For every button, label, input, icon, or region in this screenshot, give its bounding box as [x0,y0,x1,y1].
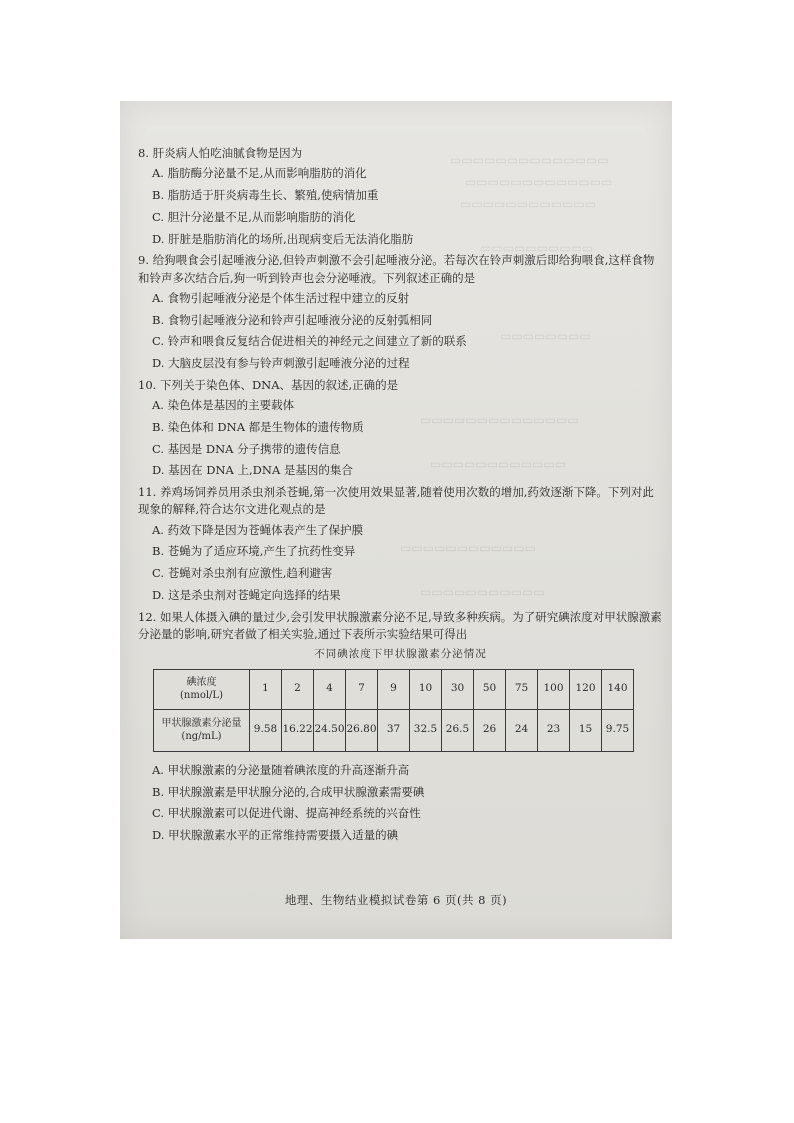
option-a: A. 食物引起唾液分泌是个体生活过程中建立的反射 [152,290,410,305]
iodine-cell: 4 [314,669,346,709]
show-through-mark: ▭▭▭▭▭▭▭▭▭▭▭▭▭ [465,175,613,189]
hormone-cell: 9.58 [250,709,282,751]
hormone-cell: 24.50 [314,709,346,751]
show-through-mark: ▭▭▭▭▭▭▭▭▭▭▭▭ [400,541,537,555]
show-through-mark: ▭▭▭▭▭▭▭▭▭▭ [480,241,594,255]
show-through-mark: ▭▭▭▭▭▭▭▭ [500,329,591,343]
option-d: D. 这是杀虫剂对苍蝇定向选择的结果 [152,587,341,602]
option-b: B. 苍蝇为了适应环境,产生了抗药性变异 [152,544,356,559]
iodine-cell: 10 [410,669,442,709]
iodine-cell: 75 [506,669,538,709]
option-d: D. 甲状腺激素水平的正常维持需要摄入适量的碘 [152,828,399,842]
hormone-cell: 23 [538,709,570,751]
option-d: D. 大脑皮层没有参与铃声刺激引起唾液分泌的过程 [152,356,410,370]
hormone-cell: 32.5 [410,709,442,751]
hormone-cell: 24 [506,709,538,751]
option-b: B. 染色体和 DNA 都是生物体的遗传物质 [152,419,364,434]
show-through-mark: ▭▭▭▭▭▭▭▭▭▭▭▭ [460,197,597,211]
question-11 [138,484,663,604]
question-stem: 9. 给狗喂食会引起唾液分泌,但铃声刺激不会引起唾液分泌。若每次在铃声刺激后即给狗喂食,这样食物和铃声多次结合后,狗一听到铃声也会分泌唾液。下列叙述正确的是 [138,253,655,285]
iodine-cell: 30 [442,669,474,709]
option-c: C. 胆汁分泌量不足,从而影响脂肪的消化 [152,209,356,224]
hormone-cell: 26.5 [442,709,474,751]
option-b: B. 脂肪适于肝炎病毒生长、繁殖,使病情加重 [152,188,379,202]
option-d: D. 基因在 DNA 上,DNA 是基因的集合 [152,463,353,478]
table-row-iodine [154,669,634,709]
hormone-cell: 15 [570,709,602,751]
question-8 [138,145,663,248]
option-b: B. 甲状腺激素是甲状腺分泌的,合成甲状腺激素需要碘 [152,784,425,799]
option-a: A. 染色体是基因的主要载体 [152,398,295,412]
iodine-hormone-table [153,669,634,752]
row-header-unit: (nmol/L) [180,690,223,702]
iodine-cell: 100 [538,669,570,709]
iodine-cell: 120 [570,669,602,709]
iodine-cell: 9 [378,669,410,709]
option-c: C. 基因是 DNA 分子携带的遗传信息 [152,441,341,456]
iodine-cell: 50 [474,669,506,709]
show-through-mark: ▭▭▭▭▭▭▭▭▭▭▭ [420,585,545,599]
question-stem: 10. 下列关于染色体、DNA、基因的叙述,正确的是 [138,377,399,392]
hormone-cell: 16.22 [282,709,314,751]
option-a: A. 药效下降是因为苍蝇体表产生了保护膜 [152,522,364,537]
row-header-label: 甲状腺激素分泌量 [161,717,242,729]
question-stem: 12. 如果人体摄入碘的量过少,会引发甲状腺激素分泌不足,导致多种疾病。为了研究碘浓度对甲状腺激素分泌量的影响,研究者做了相关实验,通过下表所示实验结果可得出 [138,609,662,641]
show-through-mark: ▭▭▭▭▭▭▭▭▭▭▭▭▭▭ [450,153,609,167]
question-stem: 8. 肝炎病人怕吃油腻食物是因为 [138,146,303,160]
hormone-cell: 9.75 [602,709,634,751]
hormone-cell: 26 [474,709,506,751]
iodine-cell: 2 [282,669,314,709]
scanned-exam-page [120,101,672,939]
question-9 [138,252,663,372]
iodine-cell: 140 [602,669,634,709]
option-d: D. 肝脏是脂肪消化的场所,出现病变后无法消化脂肪 [152,231,414,246]
question-10 [138,377,663,480]
iodine-cell: 7 [346,669,378,709]
table-title: 不同碘浓度下甲状腺激素分泌情况 [314,648,487,660]
question-12 [138,609,663,845]
hormone-cell: 26.80 [346,709,378,751]
question-stem: 11. 养鸡场饲养员用杀虫剂杀苍蝇,第一次使用效果显著,随着使用次数的增加,药效逐渐下降。下列对此现象的解释,符合达尔文进化观点的是 [138,485,654,517]
row-header-hormone [154,709,250,751]
row-header-iodine [154,669,250,709]
option-c: C. 苍蝇对杀虫剂有应激性,趋利避害 [152,566,333,580]
option-a: A. 甲状腺激素的分泌量随着碘浓度的升高逐渐升高 [152,762,410,777]
show-through-mark: ▭▭▭▭▭▭▭▭▭▭▭▭ [430,457,567,471]
option-b: B. 食物引起唾液分泌和铃声引起唾液分泌的反射弧相同 [152,312,433,327]
option-c: C. 甲状腺激素可以促进代谢、提高神经系统的兴奋性 [152,806,421,821]
show-through-mark: ▭▭▭▭▭▭▭▭▭▭▭▭▭▭ [420,413,579,427]
page-footer: 地理、生物结业模拟试卷第 6 页(共 8 页) [284,893,508,907]
iodine-cell: 1 [250,669,282,709]
hormone-cell: 37 [378,709,410,751]
option-c: C. 铃声和喂食反复结合促进相关的神经元之间建立了新的联系 [152,334,467,349]
option-a: A. 脂肪酶分泌量不足,从而影响脂肪的消化 [152,166,367,181]
questions-area [138,145,663,849]
table-row-hormone [154,709,634,751]
row-header-label: 碘浓度 [186,676,217,688]
row-header-unit: (ng/mL) [181,731,222,743]
